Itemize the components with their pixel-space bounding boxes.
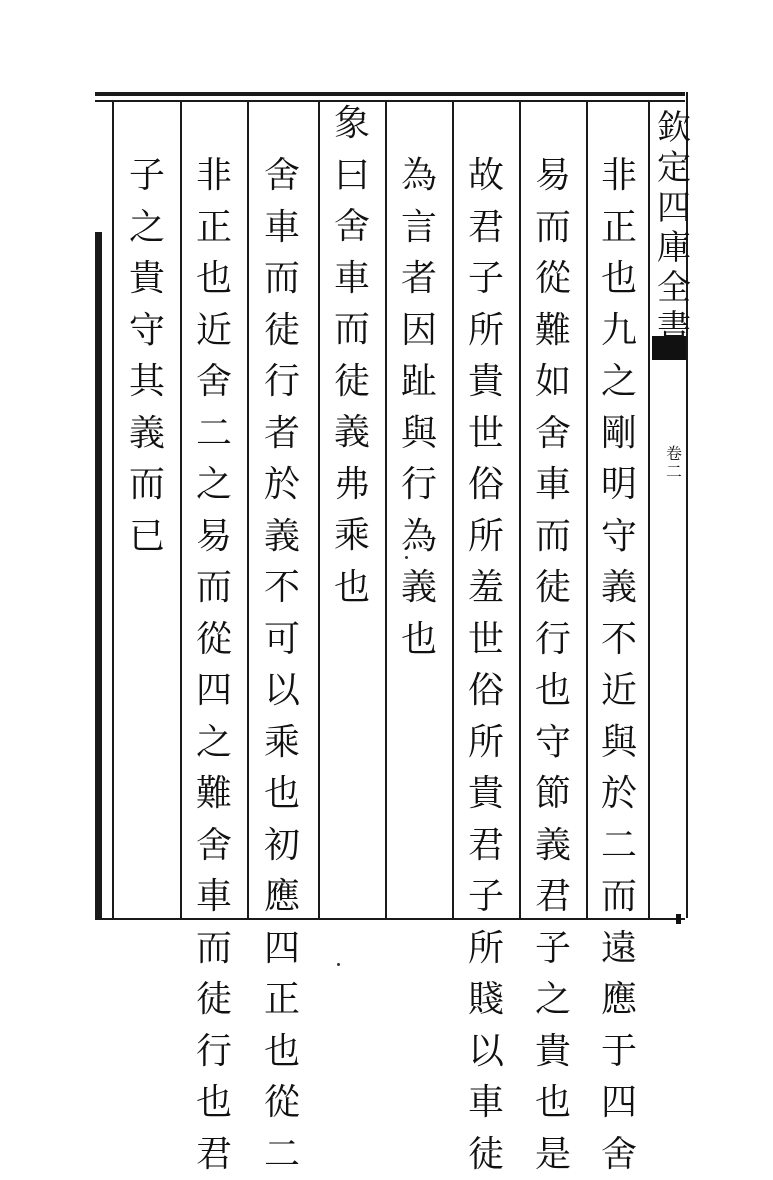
column-divider [452, 100, 454, 918]
top-inner-rule [95, 100, 685, 102]
text-column-4: 為言者因趾與行為義也 [400, 155, 437, 660]
ink-speck [337, 963, 340, 966]
column-divider [247, 100, 249, 918]
volume-label: 卷二 [665, 444, 682, 481]
text-column-2: 易而從難如舍車而徒行也守節義君子之貴也是 [534, 155, 571, 1175]
book-title: 欽定四庫全書 [657, 108, 691, 348]
column-divider [385, 100, 387, 918]
text-column-6: 舍車而徒行者於義不可以乘也初應四正也從二 [263, 155, 300, 1175]
column-divider [519, 100, 521, 918]
text-column-1: 非正也九之剛明守義不近與於二而遠應于四舍 [600, 155, 637, 1175]
top-border-rule [95, 92, 685, 96]
column-divider [318, 100, 320, 918]
text-column-7: 非正也近舍二之易而從四之難舍車而徒行也君 [195, 155, 232, 1175]
column-divider [180, 100, 182, 918]
text-column-3: 故君子所貴世俗所羞世俗所貴君子所賤以車徒 [467, 155, 504, 1175]
column-divider [112, 100, 114, 918]
column-divider [586, 100, 588, 918]
corner-mark [676, 914, 681, 924]
left-outer-border [95, 232, 102, 920]
text-column-8: 子之貴守其義而已 [128, 155, 165, 557]
margin-left-rule [648, 100, 650, 918]
text-column-5: 象曰舍車而徒義弗乘也 [333, 103, 370, 608]
